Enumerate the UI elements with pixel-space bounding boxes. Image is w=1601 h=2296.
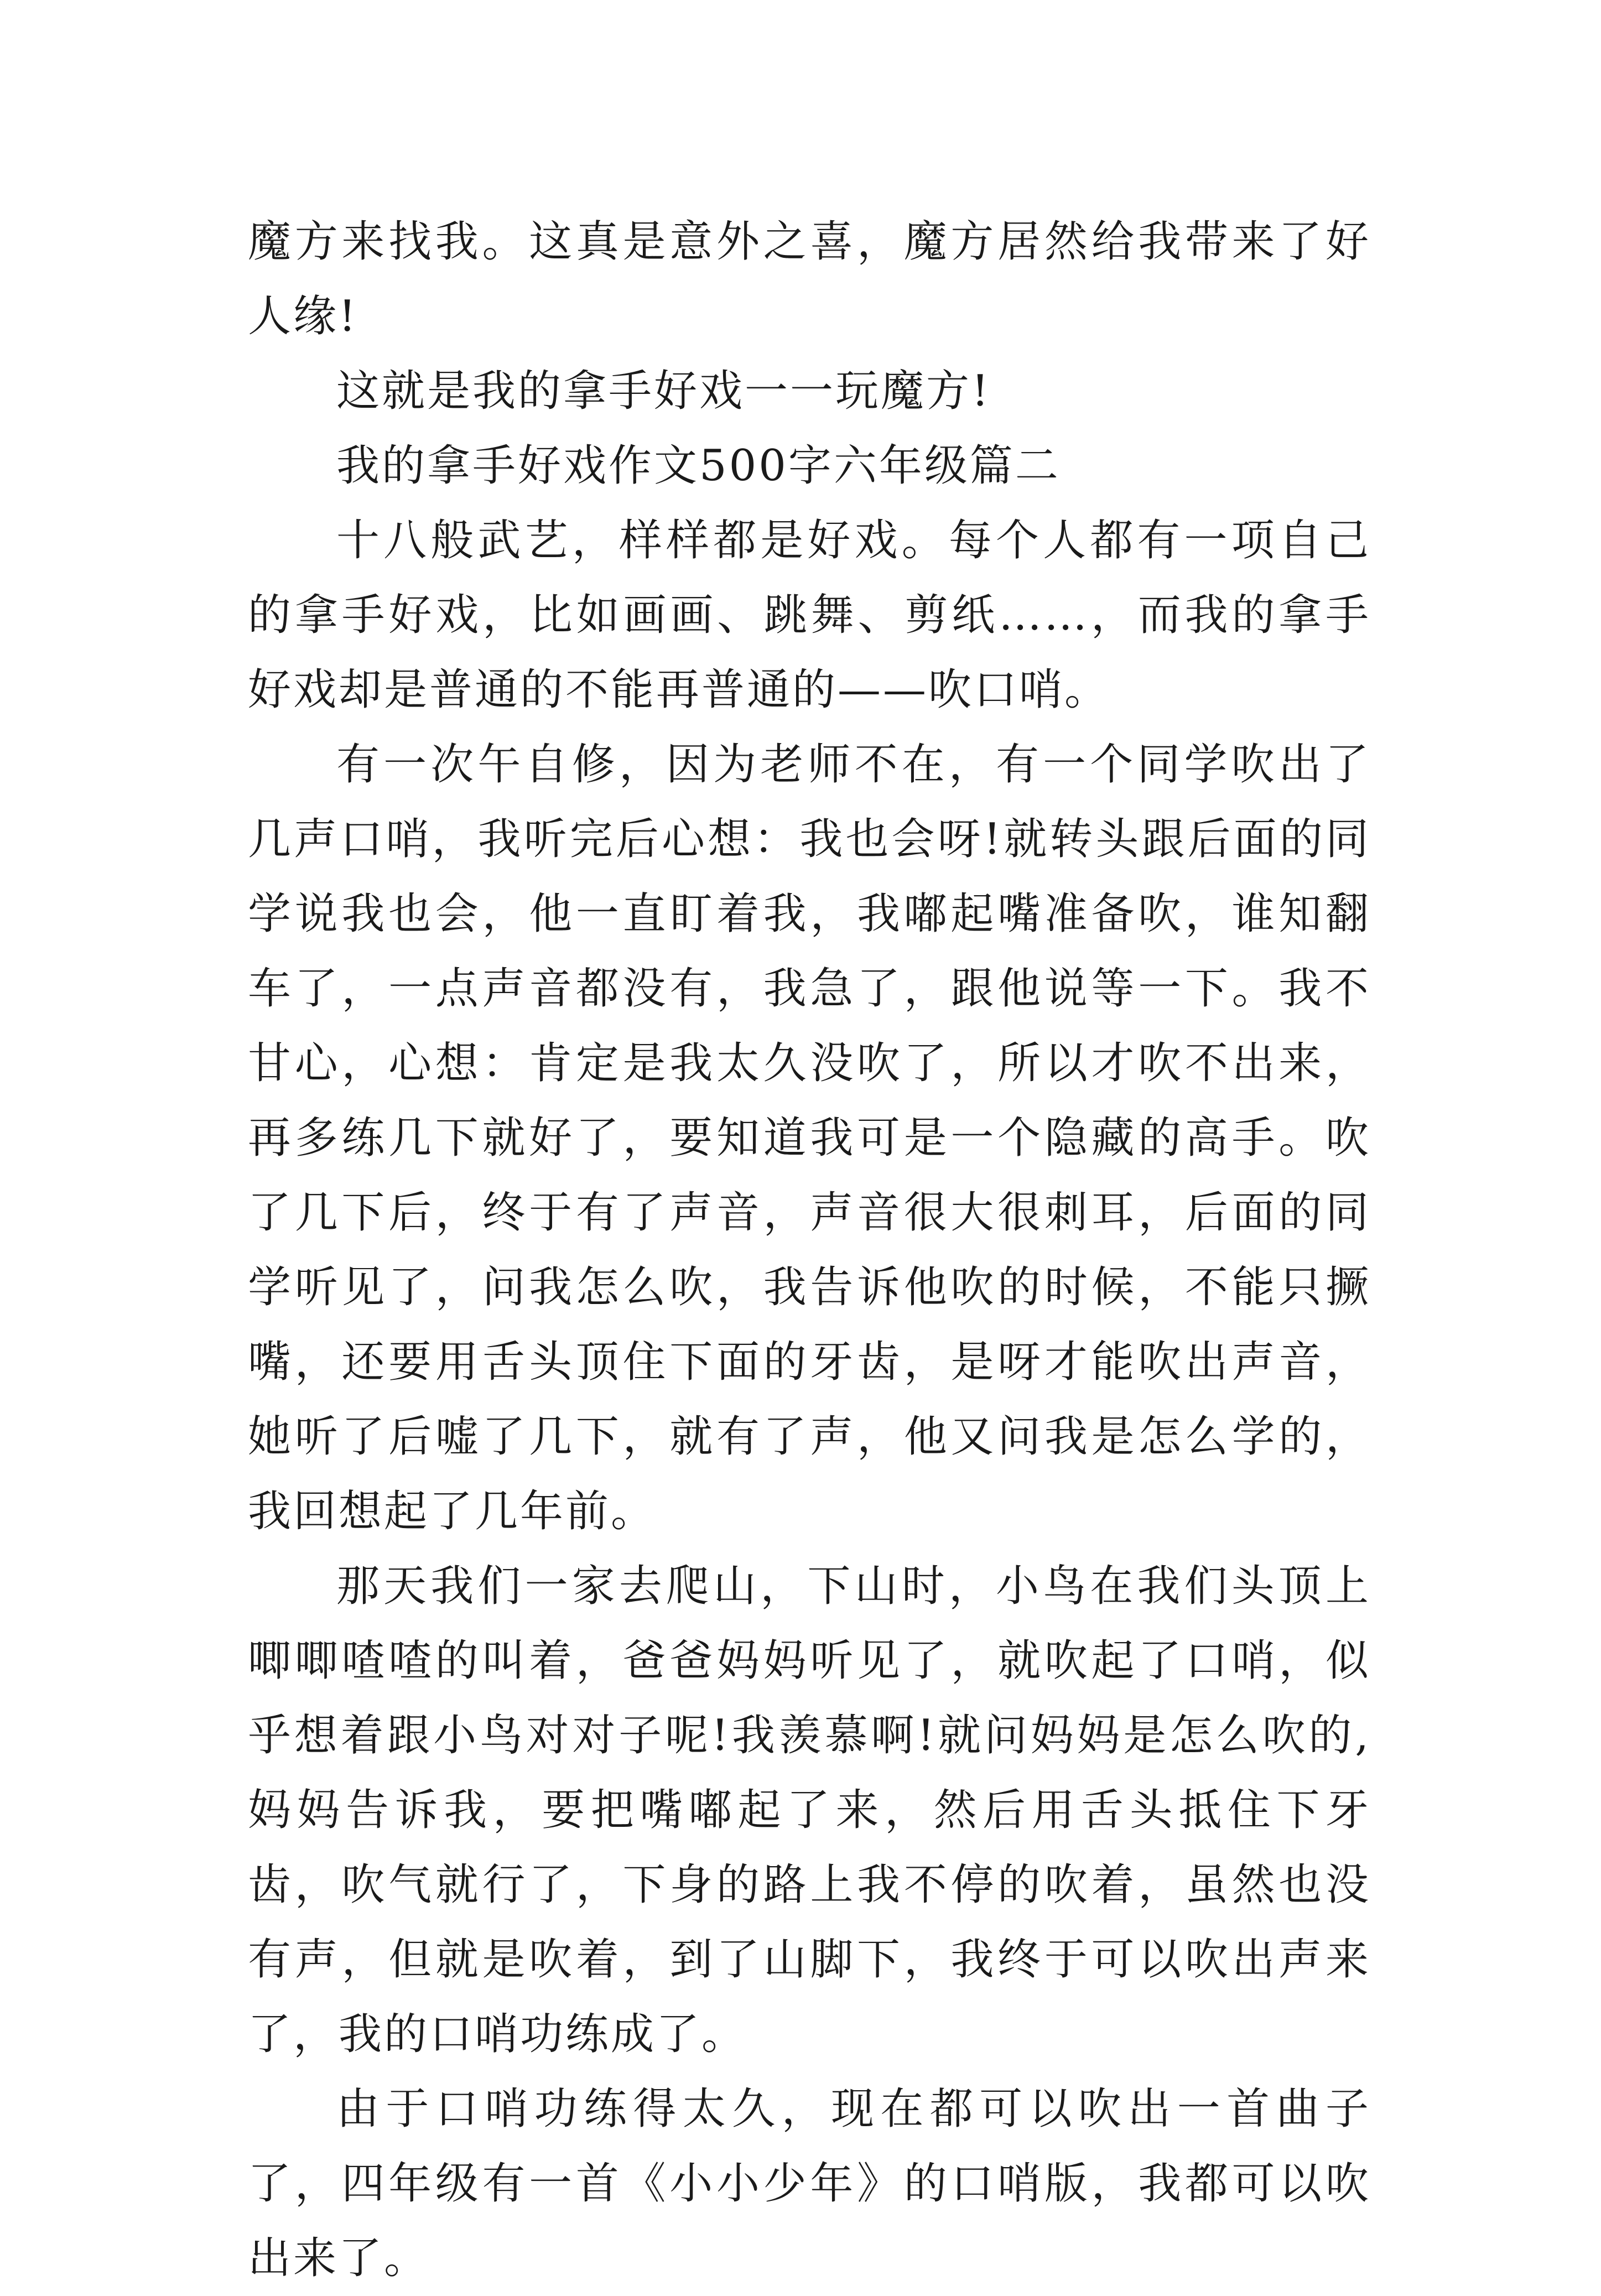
- document-body: [248, 205, 1371, 2296]
- paragraph: 十八般武艺，样样都是好戏。每个人都有一项自己的拿手好戏，比如画画、跳舞、剪纸……，而我的拿手好戏却是普通的不能再普通的——吹口哨。: [248, 516, 1371, 715]
- section-heading: 我的拿手好戏作文500字六年级篇二: [336, 441, 1061, 491]
- paragraph-conclusion: 这就是我的拿手好戏一一玩魔方!: [336, 366, 991, 416]
- paragraph: 由于口哨功练得太久，现在都可以吹出一首曲子了，四年级有一首《小小少年》的口哨版，我都可以吹出来了。: [248, 2084, 1371, 2283]
- paragraph-continuation: 魔方来找我。这真是意外之喜，魔方居然给我带来了好人缘!: [248, 217, 1371, 341]
- paragraph: 有一次午自修，因为老师不在，有一个同学吹出了几声口哨，我听完后心想：我也会呀!就转头跟后面的同学说我也会，他一直盯着我，我嘟起嘴准备吹，谁知翻车了，一点声音都没有，我急了，跟他说等一下。我不甘心，心想：肯定是我太久没吹了，所以才吹不出来，再多练几下就好了，要知道我可是一个隐藏的高手。吹了几下后，终于有了声音，声音很大很刺耳，后面的同学听见了，问我怎么吹，我告诉他吹的时候，不能只撅嘴，还要用舌头顶住下面的牙齿，是呀才能吹出声音，她听了后嘘了几下，就有了声，他又问我是怎么学的，我回想起了几年前。: [248, 740, 1371, 1536]
- paragraph: 那天我们一家去爬山，下山时，小鸟在我们头顶上唧唧喳喳的叫着，爸爸妈妈听见了，就吹起了口哨，似乎想着跟小鸟对对子呢!我羡慕啊!就问妈妈是怎么吹的,妈妈告诉我，要把嘴嘟起了来，然后用舌头抵住下牙齿，吹气就行了，下身的路上我不停的吹着，虽然也没有声，但就是吹着，到了山脚下，我终于可以吹出声来了，我的口哨功练成了。: [248, 1561, 1371, 2059]
